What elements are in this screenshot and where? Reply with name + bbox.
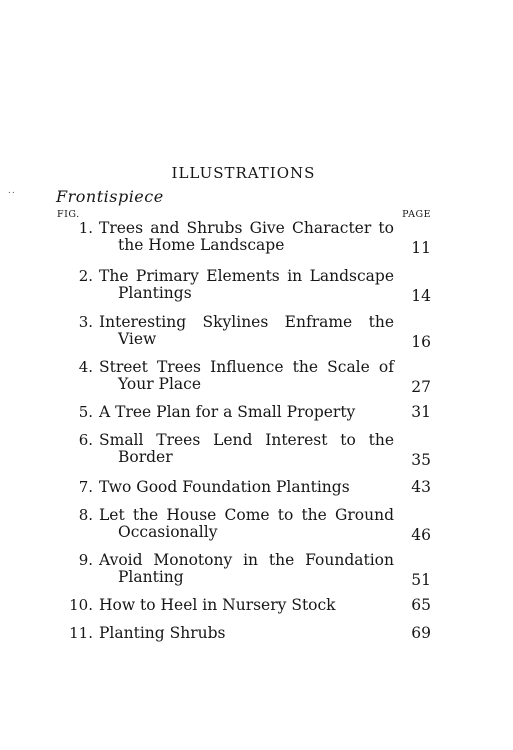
figure-number: 2.: [78, 267, 93, 285]
fig-column-header: FIG.: [57, 209, 80, 220]
page-number: 43: [411, 478, 431, 496]
figure-caption-line: the Home Landscape: [118, 236, 285, 254]
page-number: 35: [411, 451, 431, 469]
figure-number: 11.: [69, 624, 93, 642]
figure-caption-line: Two Good Foundation Plantings: [99, 478, 350, 496]
figure-caption-line: View: [118, 330, 157, 348]
figure-caption-line: Occasionally: [118, 523, 218, 541]
page-number: 11: [411, 239, 431, 257]
frontispiece-label: Frontispiece: [56, 187, 164, 206]
page-number: 51: [411, 571, 431, 589]
figure-number: 10.: [69, 596, 93, 614]
page-number: 46: [411, 526, 431, 544]
figure-number: 9.: [78, 551, 93, 569]
figure-number: 8.: [78, 506, 93, 524]
figure-number: 4.: [78, 358, 93, 376]
page-number: 65: [411, 596, 431, 614]
page-number: 31: [411, 403, 431, 421]
figure-number: 6.: [78, 431, 93, 449]
page-column-header: PAGE: [402, 209, 431, 220]
margin-mark: ..: [8, 186, 16, 196]
figure-caption-line: A Tree Plan for a Small Property: [99, 403, 356, 421]
figure-number: 7.: [78, 478, 93, 496]
figure-caption-line: Trees and Shrubs Give Character to: [99, 219, 394, 237]
figure-number: 1.: [78, 219, 93, 237]
figure-number: 3.: [78, 313, 93, 331]
page-number: 69: [411, 624, 431, 642]
figure-caption-line: Planting: [118, 568, 184, 586]
figure-caption-line: Border: [118, 448, 173, 466]
figure-caption-line: Interesting Skylines Enframe the: [99, 313, 394, 331]
page-number: 14: [411, 287, 431, 305]
page-title: ILLUSTRATIONS: [171, 164, 316, 182]
figure-number: 5.: [78, 403, 93, 421]
figure-caption-line: Let the House Come to the Ground: [99, 506, 394, 524]
page-number: 27: [411, 378, 431, 396]
figure-caption-line: How to Heel in Nursery Stock: [99, 596, 336, 614]
figure-caption-line: Street Trees Influence the Scale of: [99, 358, 394, 376]
page-number: 16: [411, 333, 431, 351]
figure-caption-line: Planting Shrubs: [99, 624, 226, 642]
figure-caption-line: Plantings: [118, 284, 192, 302]
figure-caption-line: Your Place: [118, 375, 202, 393]
figure-caption-line: The Primary Elements in Landscape: [99, 267, 394, 285]
figure-caption-line: Avoid Monotony in the Foundation: [99, 551, 394, 569]
figure-caption-line: Small Trees Lend Interest to the: [99, 431, 394, 449]
